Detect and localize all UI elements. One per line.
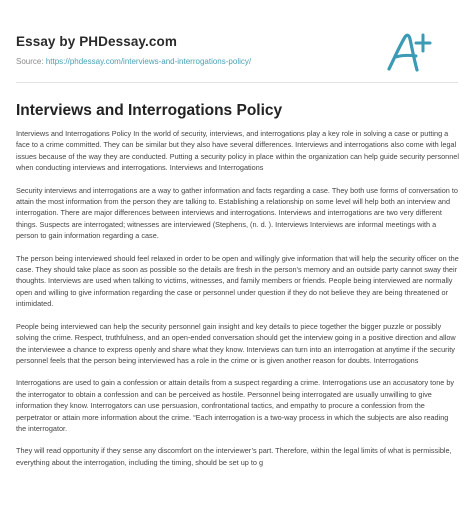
article-body bbox=[16, 128, 460, 479]
paragraph: Interviews and Interrogations Policy In the world of security, interviews, and interrogations play a key role in solving a case or putting a face to a crime committed. They can be similar but they also have several differences. Interviews and interrogations also come with legal issues because of the way they are conducted. Putting a security policy in place within the organization can help guide security personnel when conducting interviews and interrogations. Interviews and Interrogations bbox=[16, 129, 459, 173]
paragraph: Interrogations are used to gain a confession or attain details from a suspect regarding a crime. Interrogations use an accusatory tone by the interrogator to obtain a confession and can be perceived as hostile. Personnel being interrogated are usually unwilling to give information they know. Interrogators can use persuasion, confrontational tactics, and empathy to procure a confession from the perpetrator or attain more information about the crime. “Each interrogation is a two-way process in which the subjects are also reading the interrogator. bbox=[16, 378, 455, 433]
paragraph: The person being interviewed should feel relaxed in order to be open and willingly give information that will help the security officer on the case. They should take place as soon as possible so the details are fresh in the person’s memory and an outside party cannot sway their thoughts. Interviews are used when talking to victims, witnesses, and family members or friends. People being interviewed are normally open and willing to give information regarding the case or personnel under question if they do not believe they are being threatened or intimidated. bbox=[16, 253, 459, 309]
paragraph: Security interviews and interrogations are a way to gather information and facts regarding a case. They both use forms of conversation to attain the most information from the person they are talking to. Establishing a relationship on some level will help both an interview and interrogation. There are major differences between interviews and interrogations. Interviews and interrogations are two very different things. Suspects are interrogated; witnesses are interviewed (Stephens, (n. d. ). Interviews Interviews are informal meetings with a person to gain information regarding a case. bbox=[16, 185, 458, 241]
source-link[interactable]: https://phdessay.com/interviews-and-interrogations-policy/ bbox=[45, 57, 252, 66]
article-title: Interviews and Interrogations Policy bbox=[16, 102, 283, 119]
paragraph: They will read opportunity if they sense any discomfort on the interviewer’s part. Therefore, within the legal limits of what is permissible, everything about the interrogation, including the timing, should be set up to g bbox=[16, 446, 452, 467]
site-brand: Essay by PHDessay.com bbox=[16, 34, 177, 49]
a-plus-logo-icon bbox=[383, 29, 433, 75]
paragraph: People being interviewed can help the security personnel gain insight and key details to piece together the bigger puzzle or possibly solving the crime. Respect, truthfulness, and an open-ended conversation should get the interview going in a positive direction and allow the interviewee a chance to express openly and share what they know. Interviews can turn into an interrogation at anytime if the security personnel feels that the person being interviewed has a role in the crime or is given another reason for doubts. Interrogations bbox=[16, 321, 456, 365]
source-label: Source: bbox=[16, 57, 44, 66]
source-line bbox=[16, 57, 251, 66]
header-divider bbox=[16, 82, 458, 83]
